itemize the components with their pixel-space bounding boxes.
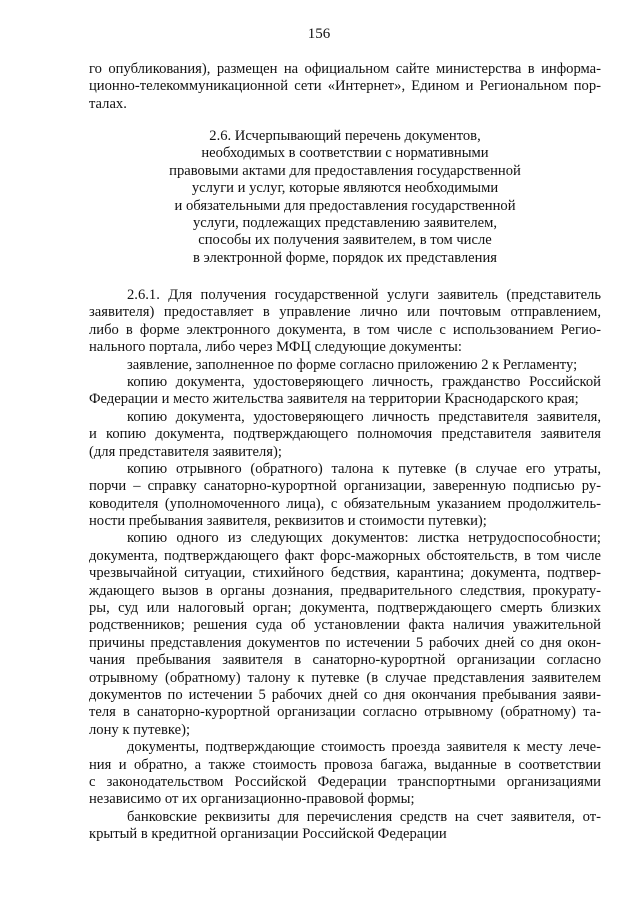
body-line: крытый в кредитной организации Российской Федерации [89,826,447,843]
body-line: ности пребывания заявителя, реквизитов и стоимости путевки); [89,513,487,530]
body-line: копию отрывного (обратного) талона к путевке (в случае его утраты, [127,460,601,477]
heading-line: услуги и услуг, которые являются необходимыми [191,180,499,197]
body-line: причины представления документов по истечении 5 рабочих дней со дня окон- [89,634,601,651]
heading-line: и обязательными для предоставления государственной [174,197,516,214]
body-line: чания пребывания заявителя в санаторно-курортной организации согласно [89,652,601,669]
body-line: нального портала, либо через МФЦ следующие документы: [89,339,462,356]
intro-paragraph [89,61,601,113]
intro-line: ционно-телекоммуникационной сети «Интернет», Едином и Региональном пор- [89,78,601,95]
body-line: Федерации и место жительства заявителя на территории Краснодарского края; [89,391,579,408]
body-line: родственников; решения суда об установлении факта наличия уважительной [89,617,601,634]
body-line: либо в форме электронного документа, в том числе с использованием Регио- [89,321,601,338]
body-text [89,287,601,844]
heading-line: необходимых в соответствии с нормативными [201,145,489,162]
page-number: 156 [307,26,331,42]
heading-line: способы их получения заявителем, в том числе [198,232,492,249]
body-line: отрывному (обратному) талону к путевке (в случае представления заявителем [89,669,601,686]
heading-line: в электронной форме, порядок их представления [192,249,497,266]
body-line: банковские реквизиты для перечисления средств на счет заявителя, от- [127,808,601,825]
body-line: чрезвычайной ситуации, стихийного бедствия, карантина; документа, подтвер- [89,565,601,582]
body-line: лону к путевке); [89,721,191,738]
body-line: копию одного из следующих документов: листка нетрудоспособности; [127,530,601,547]
body-line: ководителя (уполномоченного лица), с обязательным указанием продолжитель- [89,495,601,512]
intro-line: го опубликования), размещен на официальном сайте министерства в информа- [89,61,601,77]
body-line: копию документа, удостоверяющего личность представителя заявителя, [127,408,601,425]
body-line: заявление, заполненное по форме согласно приложению 2 к Регламенту; [127,356,578,373]
body-line: документы, подтверждающие стоимость проезда заявителя к месту лече- [127,739,601,756]
section-heading [89,128,601,267]
body-line: теля в санаторно-курортной организации согласно отрывному (обратному) та- [89,704,601,721]
body-line: заявителя) предоставляет в управление лично или почтовым отправлением, [89,304,601,321]
intro-line: талах. [89,95,127,112]
body-line: ния и обратно, а также стоимость провоза багажа, выданные в соответствии [89,756,601,773]
heading-line: 2.6. Исчерпывающий перечень документов, [209,128,481,144]
body-line: и копию документа, подтверждающего полномочия представителя заявителя [89,426,601,443]
body-line: ры, суд или налоговый орган; документа, подтверждающего смерть близких [89,600,601,617]
body-line: независимо от их организационно-правовой формы; [89,791,415,808]
heading-line: правовыми актами для предоставления государственной [169,162,521,179]
body-line: ждающего вызов в органы дознания, предварительного следствия, прокурату- [89,582,601,599]
body-line: 2.6.1. Для получения государственной услуги заявитель (представитель [127,287,601,303]
body-line: с законодательством Российской Федерации транспортными организациями [89,773,601,790]
body-line: (для представителя заявителя); [89,443,282,460]
body-line: копию документа, удостоверяющего личность, гражданство Российской [127,373,601,390]
body-line: документа, подтверждающего факт форс-мажорных обстоятельств, в том числе [89,547,601,564]
heading-line: услуги, подлежащих представлению заявителем, [193,214,497,231]
body-line: документов по истечении 5 рабочих дней со дня окончания пребывания заяви- [89,686,601,703]
body-line: порчи – справку санаторно-курортной организации, заверенную подписью ру- [89,478,601,495]
